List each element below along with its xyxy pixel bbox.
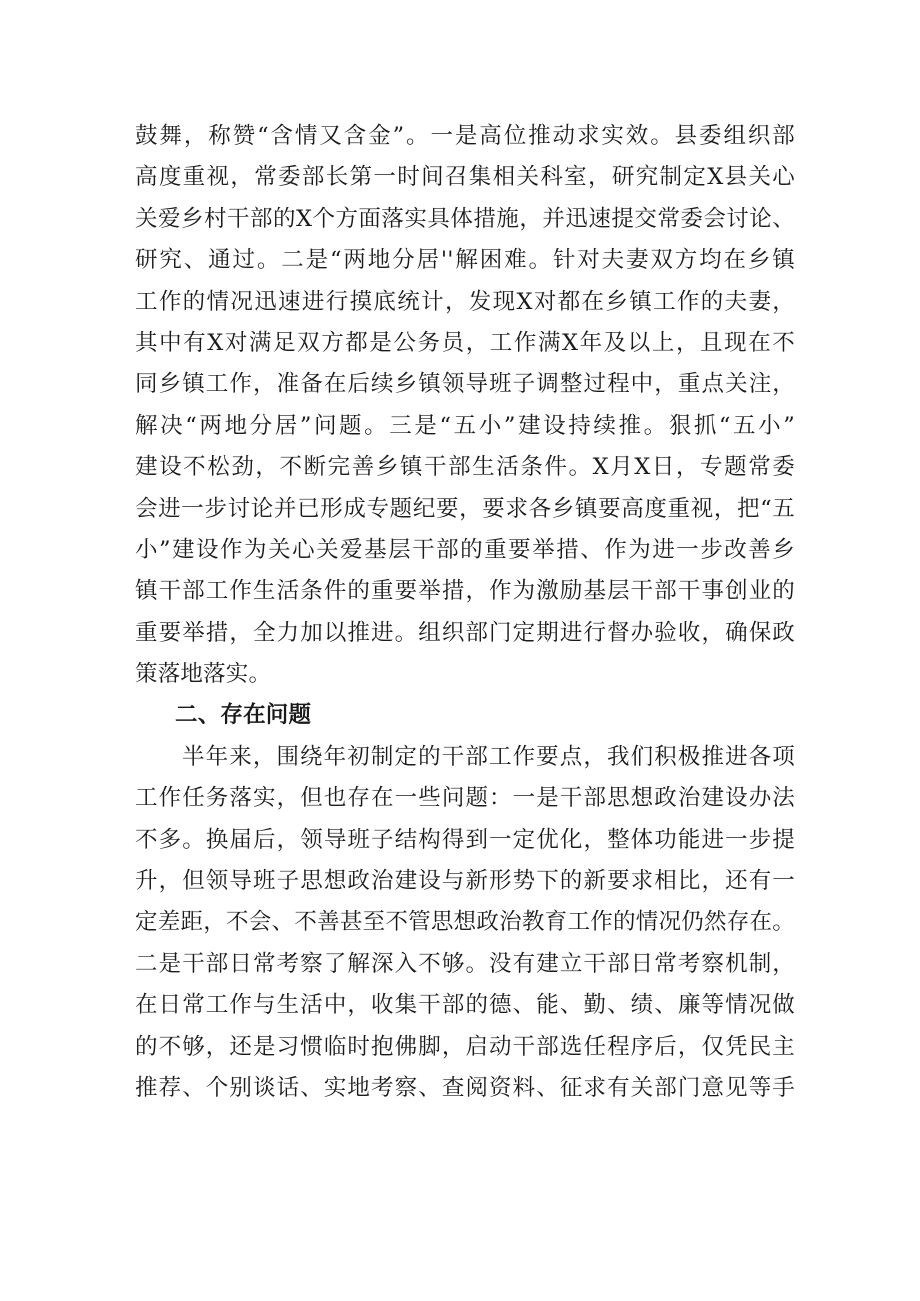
paragraph-line: 鼓舞，称赞“含情又含金”。一是高位推动求实效。县委组织部 xyxy=(135,123,795,149)
paragraph-line: 策落地落实。 xyxy=(135,661,272,688)
paragraph-line: 其中有X对满足双方都是公务员，工作满X年及以上，且现在不 xyxy=(135,329,795,356)
section-heading: 二、存在问题 xyxy=(175,702,312,729)
paragraph-line: 工作任务落实，但也存在一些问题：一是干部思想政治建设办法 xyxy=(135,785,795,812)
paragraph-line: 同乡镇工作，准备在后续乡镇领导班子调整过程中，重点关注， xyxy=(135,371,795,398)
paragraph-line: 关爱乡村干部的X个方面落实具体措施，并迅速提交常委会讨论、 xyxy=(135,205,795,232)
document-body xyxy=(135,116,795,1109)
paragraph-line: 研究、通过。二是“两地分居''解困难。针对夫妻双方均在乡镇 xyxy=(135,247,795,274)
paragraph-line: 升，但领导班子思想政治建设与新形势下的新要求相比，还有一 xyxy=(135,868,795,895)
paragraph-line: 会进一步讨论并已形成专题纪要，要求各乡镇要高度重视，把“五 xyxy=(135,495,795,522)
paragraph-line: 的不够，还是习惯临时抱佛脚，启动干部选任程序后，仅凭民主 xyxy=(135,1033,795,1060)
paragraph-line: 建设不松劲，不断完善乡镇干部生活条件。X月X日，专题常委 xyxy=(135,454,795,481)
paragraph-line: 在日常工作与生活中，收集干部的德、能、勤、绩、廉等情况做 xyxy=(135,992,795,1019)
paragraph-line: 工作的情况迅速进行摸底统计，发现X对都在乡镇工作的夫妻， xyxy=(135,288,795,315)
paragraph-line: 半年来，围绕年初制定的干部工作要点，我们积极推进各项 xyxy=(182,743,795,770)
paragraph-line: 定差距，不会、不善甚至不管思想政治教育工作的情况仍然存在。 xyxy=(135,909,795,936)
paragraph-line: 镇干部工作生活条件的重要举措，作为激励基层干部干事创业的 xyxy=(135,578,795,605)
paragraph-line: 二是干部日常考察了解深入不够。没有建立干部日常考察机制， xyxy=(135,950,795,977)
paragraph-line: 高度重视，常委部长第一时间召集相关科室，研究制定X县关心 xyxy=(135,164,795,191)
paragraph-line: 解决“两地分居”问题。三是“五小”建设持续推。狠抓“五小” xyxy=(135,412,795,439)
paragraph-line: 小”建设作为关心关爱基层干部的重要举措、作为进一步改善乡 xyxy=(135,536,795,563)
paragraph-line: 重要举措，全力加以推进。组织部门定期进行督办验收，确保政 xyxy=(135,619,795,646)
paragraph-line: 推荐、个别谈话、实地考察、查阅资料、征求有关部门意见等手 xyxy=(135,1074,795,1101)
paragraph-line: 不多。换届后，领导班子结构得到一定优化，整体功能进一步提 xyxy=(135,826,795,853)
